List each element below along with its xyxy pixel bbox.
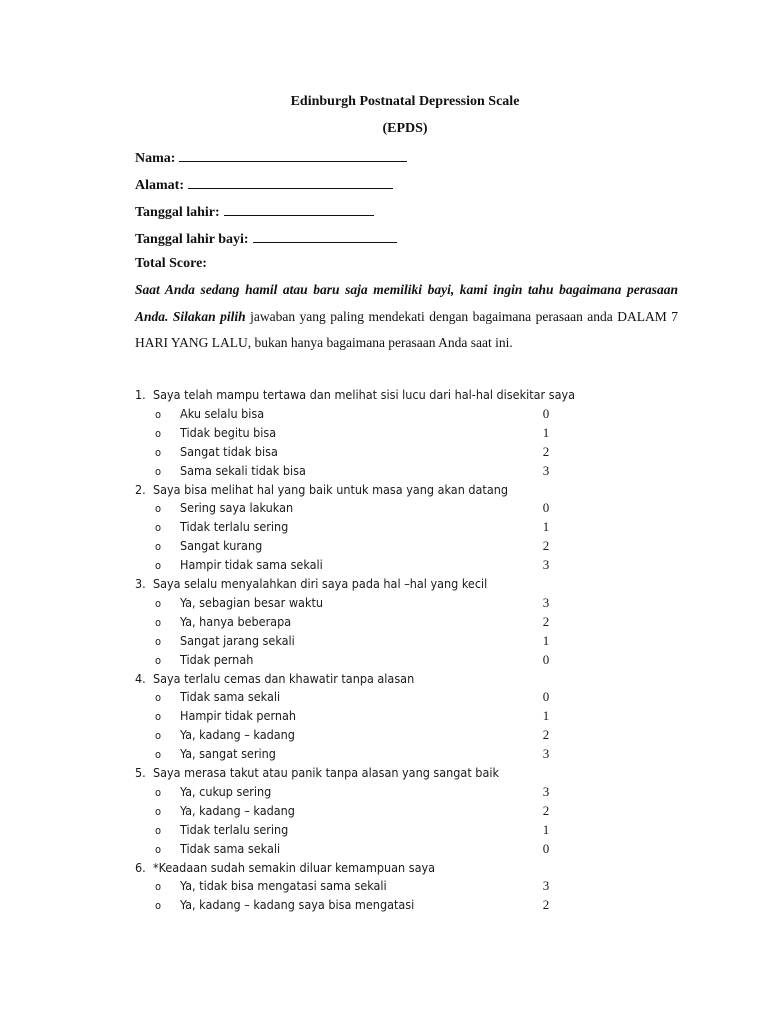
bullet-icon: o xyxy=(155,653,162,667)
bullet-icon: o xyxy=(155,729,162,743)
answer-option xyxy=(155,878,555,893)
field-tanggal-lahir-label: Tanggal lahir: xyxy=(135,205,220,220)
answer-option-label: Ya, kadang – kadang saya bisa mengatasi xyxy=(180,897,415,913)
bullet-icon: o xyxy=(155,691,162,705)
answer-option-label: Hampir tidak pernah xyxy=(180,708,297,724)
answer-option-score: 3 xyxy=(542,557,550,573)
question-text: *Keadaan sudah semakin diluar kemampuan saya xyxy=(153,859,436,875)
question-text: Saya telah mampu tertawa dan melihat sisi lucu dari hal-hal disekitar saya xyxy=(153,387,576,402)
instructions-rest: jawaban yang paling mendekati dengan bagaimana perasaan anda DALAM 7 HARI YANG LALU, bukan hanya bagaimana perasaan Anda saat ini. xyxy=(135,308,678,350)
bullet-icon: o xyxy=(155,596,162,610)
answer-option-label: Tidak pernah xyxy=(180,651,254,667)
bullet-icon: o xyxy=(155,634,162,648)
answer-option-label: Ya, kadang – kadang xyxy=(180,802,295,818)
bullet-icon: o xyxy=(155,407,162,421)
answer-option-score: 3 xyxy=(542,462,550,478)
answer-option-score: 2 xyxy=(542,897,550,913)
answer-option-score: 3 xyxy=(542,746,550,762)
question-item xyxy=(135,482,675,497)
question-number: 4. xyxy=(135,670,146,686)
document-title: Edinburgh Postnatal Depression Scale xyxy=(290,94,520,109)
answer-option xyxy=(155,595,555,610)
answer-option-score: 1 xyxy=(542,821,550,837)
field-alamat-line xyxy=(188,175,393,189)
field-total-score xyxy=(135,256,207,272)
bullet-icon: o xyxy=(155,615,162,629)
bullet-icon: o xyxy=(155,880,162,894)
answer-option-label: Ya, kadang – kadang xyxy=(180,727,295,743)
answer-option xyxy=(155,841,555,856)
answer-option xyxy=(155,519,555,534)
answer-option-label: Ya, tidak bisa mengatasi sama sekali xyxy=(180,878,387,894)
bullet-icon: o xyxy=(155,540,162,554)
bullet-icon: o xyxy=(155,748,162,762)
bullet-icon: o xyxy=(155,502,162,516)
question-number: 2. xyxy=(135,481,146,497)
question-number: 1. xyxy=(135,387,146,402)
field-total-score-label: Total Score: xyxy=(135,256,207,271)
answer-option xyxy=(155,557,555,572)
answer-option-score: 3 xyxy=(542,878,550,894)
field-nama-line xyxy=(179,148,407,162)
answer-option-score: 3 xyxy=(542,783,550,799)
bullet-icon: o xyxy=(155,464,162,478)
answer-option-score: 1 xyxy=(542,424,550,440)
question-item xyxy=(135,860,675,875)
bullet-icon: o xyxy=(155,899,162,913)
answer-option xyxy=(155,425,555,440)
answer-option-score: 2 xyxy=(542,802,550,818)
field-tanggal-lahir-line xyxy=(224,202,374,216)
answer-option xyxy=(155,708,555,723)
field-tanggal-lahir-bayi-line xyxy=(253,229,397,243)
question-text: Saya terlalu cemas dan khawatir tanpa alasan xyxy=(153,670,415,686)
bullet-icon: o xyxy=(155,785,162,799)
bullet-icon: o xyxy=(155,445,162,459)
answer-option-label: Tidak terlalu sering xyxy=(180,821,289,837)
bullet-icon: o xyxy=(155,842,162,856)
answer-option xyxy=(155,614,555,629)
question-item xyxy=(135,765,675,780)
answer-option-score: 2 xyxy=(542,443,550,459)
answer-option-label: Sangat kurang xyxy=(180,538,263,554)
answer-option-label: Ya, cukup sering xyxy=(180,783,272,799)
answer-option-score: 3 xyxy=(542,594,550,610)
answer-option xyxy=(155,727,555,742)
answer-option xyxy=(155,652,555,667)
answer-option-score: 2 xyxy=(542,727,550,743)
answer-option xyxy=(155,406,555,421)
field-tanggal-lahir-bayi xyxy=(135,229,397,248)
answer-option-score: 1 xyxy=(542,708,550,724)
answer-option-label: Ya, sangat sering xyxy=(180,746,276,762)
answer-option xyxy=(155,463,555,478)
question-item xyxy=(135,576,675,591)
question-text: Saya selalu menyalahkan diri saya pada hal –hal yang kecil xyxy=(153,576,488,591)
answer-option-label: Ya, sebagian besar waktu xyxy=(180,594,323,610)
answer-option-label: Sama sekali tidak bisa xyxy=(180,462,306,478)
bullet-icon: o xyxy=(155,521,162,535)
question-number: 3. xyxy=(135,576,146,591)
answer-option-score: 2 xyxy=(542,613,550,629)
answer-option xyxy=(155,897,555,912)
instructions-emphasis: Saat Anda sedang hamil atau baru saja memiliki bayi, kami ingin tahu bagaimana perasaan Anda. Silakan pilih xyxy=(135,282,678,324)
bullet-icon: o xyxy=(155,823,162,837)
field-tanggal-lahir-bayi-label: Tanggal lahir bayi: xyxy=(135,232,249,247)
field-alamat-label: Alamat: xyxy=(135,178,184,193)
question-item xyxy=(135,387,675,402)
answer-option-label: Sangat jarang sekali xyxy=(180,632,295,648)
answer-option-score: 1 xyxy=(542,632,550,648)
bullet-icon: o xyxy=(155,710,162,724)
answer-option xyxy=(155,746,555,761)
answer-option-label: Ya, hanya beberapa xyxy=(180,613,292,629)
answer-option xyxy=(155,500,555,515)
answer-option-score: 0 xyxy=(542,405,550,421)
answer-option xyxy=(155,803,555,818)
question-number: 6. xyxy=(135,859,146,875)
answer-option-label: Tidak sama sekali xyxy=(180,689,281,705)
answer-option xyxy=(155,538,555,553)
answer-option-score: 1 xyxy=(542,519,550,535)
answer-option-label: Tidak begitu bisa xyxy=(180,424,277,440)
question-text: Saya merasa takut atau panik tanpa alasan yang sangat baik xyxy=(153,765,499,780)
answer-option-score: 2 xyxy=(542,538,550,554)
question-number: 5. xyxy=(135,765,146,780)
document-subtitle: (EPDS) xyxy=(382,121,428,136)
answer-option-label: Sangat tidak bisa xyxy=(180,443,278,459)
answer-option-score: 0 xyxy=(542,651,550,667)
bullet-icon: o xyxy=(155,559,162,573)
field-tanggal-lahir xyxy=(135,202,374,221)
field-nama xyxy=(135,148,407,167)
answer-option-label: Sering saya lakukan xyxy=(180,500,294,516)
answer-option-score: 0 xyxy=(542,840,550,856)
instructions-paragraph xyxy=(135,277,678,357)
field-nama-label: Nama: xyxy=(135,151,176,166)
bullet-icon: o xyxy=(155,804,162,818)
field-alamat xyxy=(135,175,393,194)
answer-option xyxy=(155,784,555,799)
answer-option-score: 0 xyxy=(542,500,550,516)
question-text: Saya bisa melihat hal yang baik untuk masa yang akan datang xyxy=(153,481,508,497)
answer-option xyxy=(155,822,555,837)
answer-option xyxy=(155,444,555,459)
bullet-icon: o xyxy=(155,426,162,440)
question-item xyxy=(135,671,675,686)
answer-option-label: Aku selalu bisa xyxy=(180,405,265,421)
answer-option-score: 0 xyxy=(542,689,550,705)
answer-option-label: Hampir tidak sama sekali xyxy=(180,557,323,573)
answer-option-label: Tidak sama sekali xyxy=(180,840,281,856)
answer-option xyxy=(155,633,555,648)
answer-option-label: Tidak terlalu sering xyxy=(180,519,289,535)
answer-option xyxy=(155,689,555,704)
